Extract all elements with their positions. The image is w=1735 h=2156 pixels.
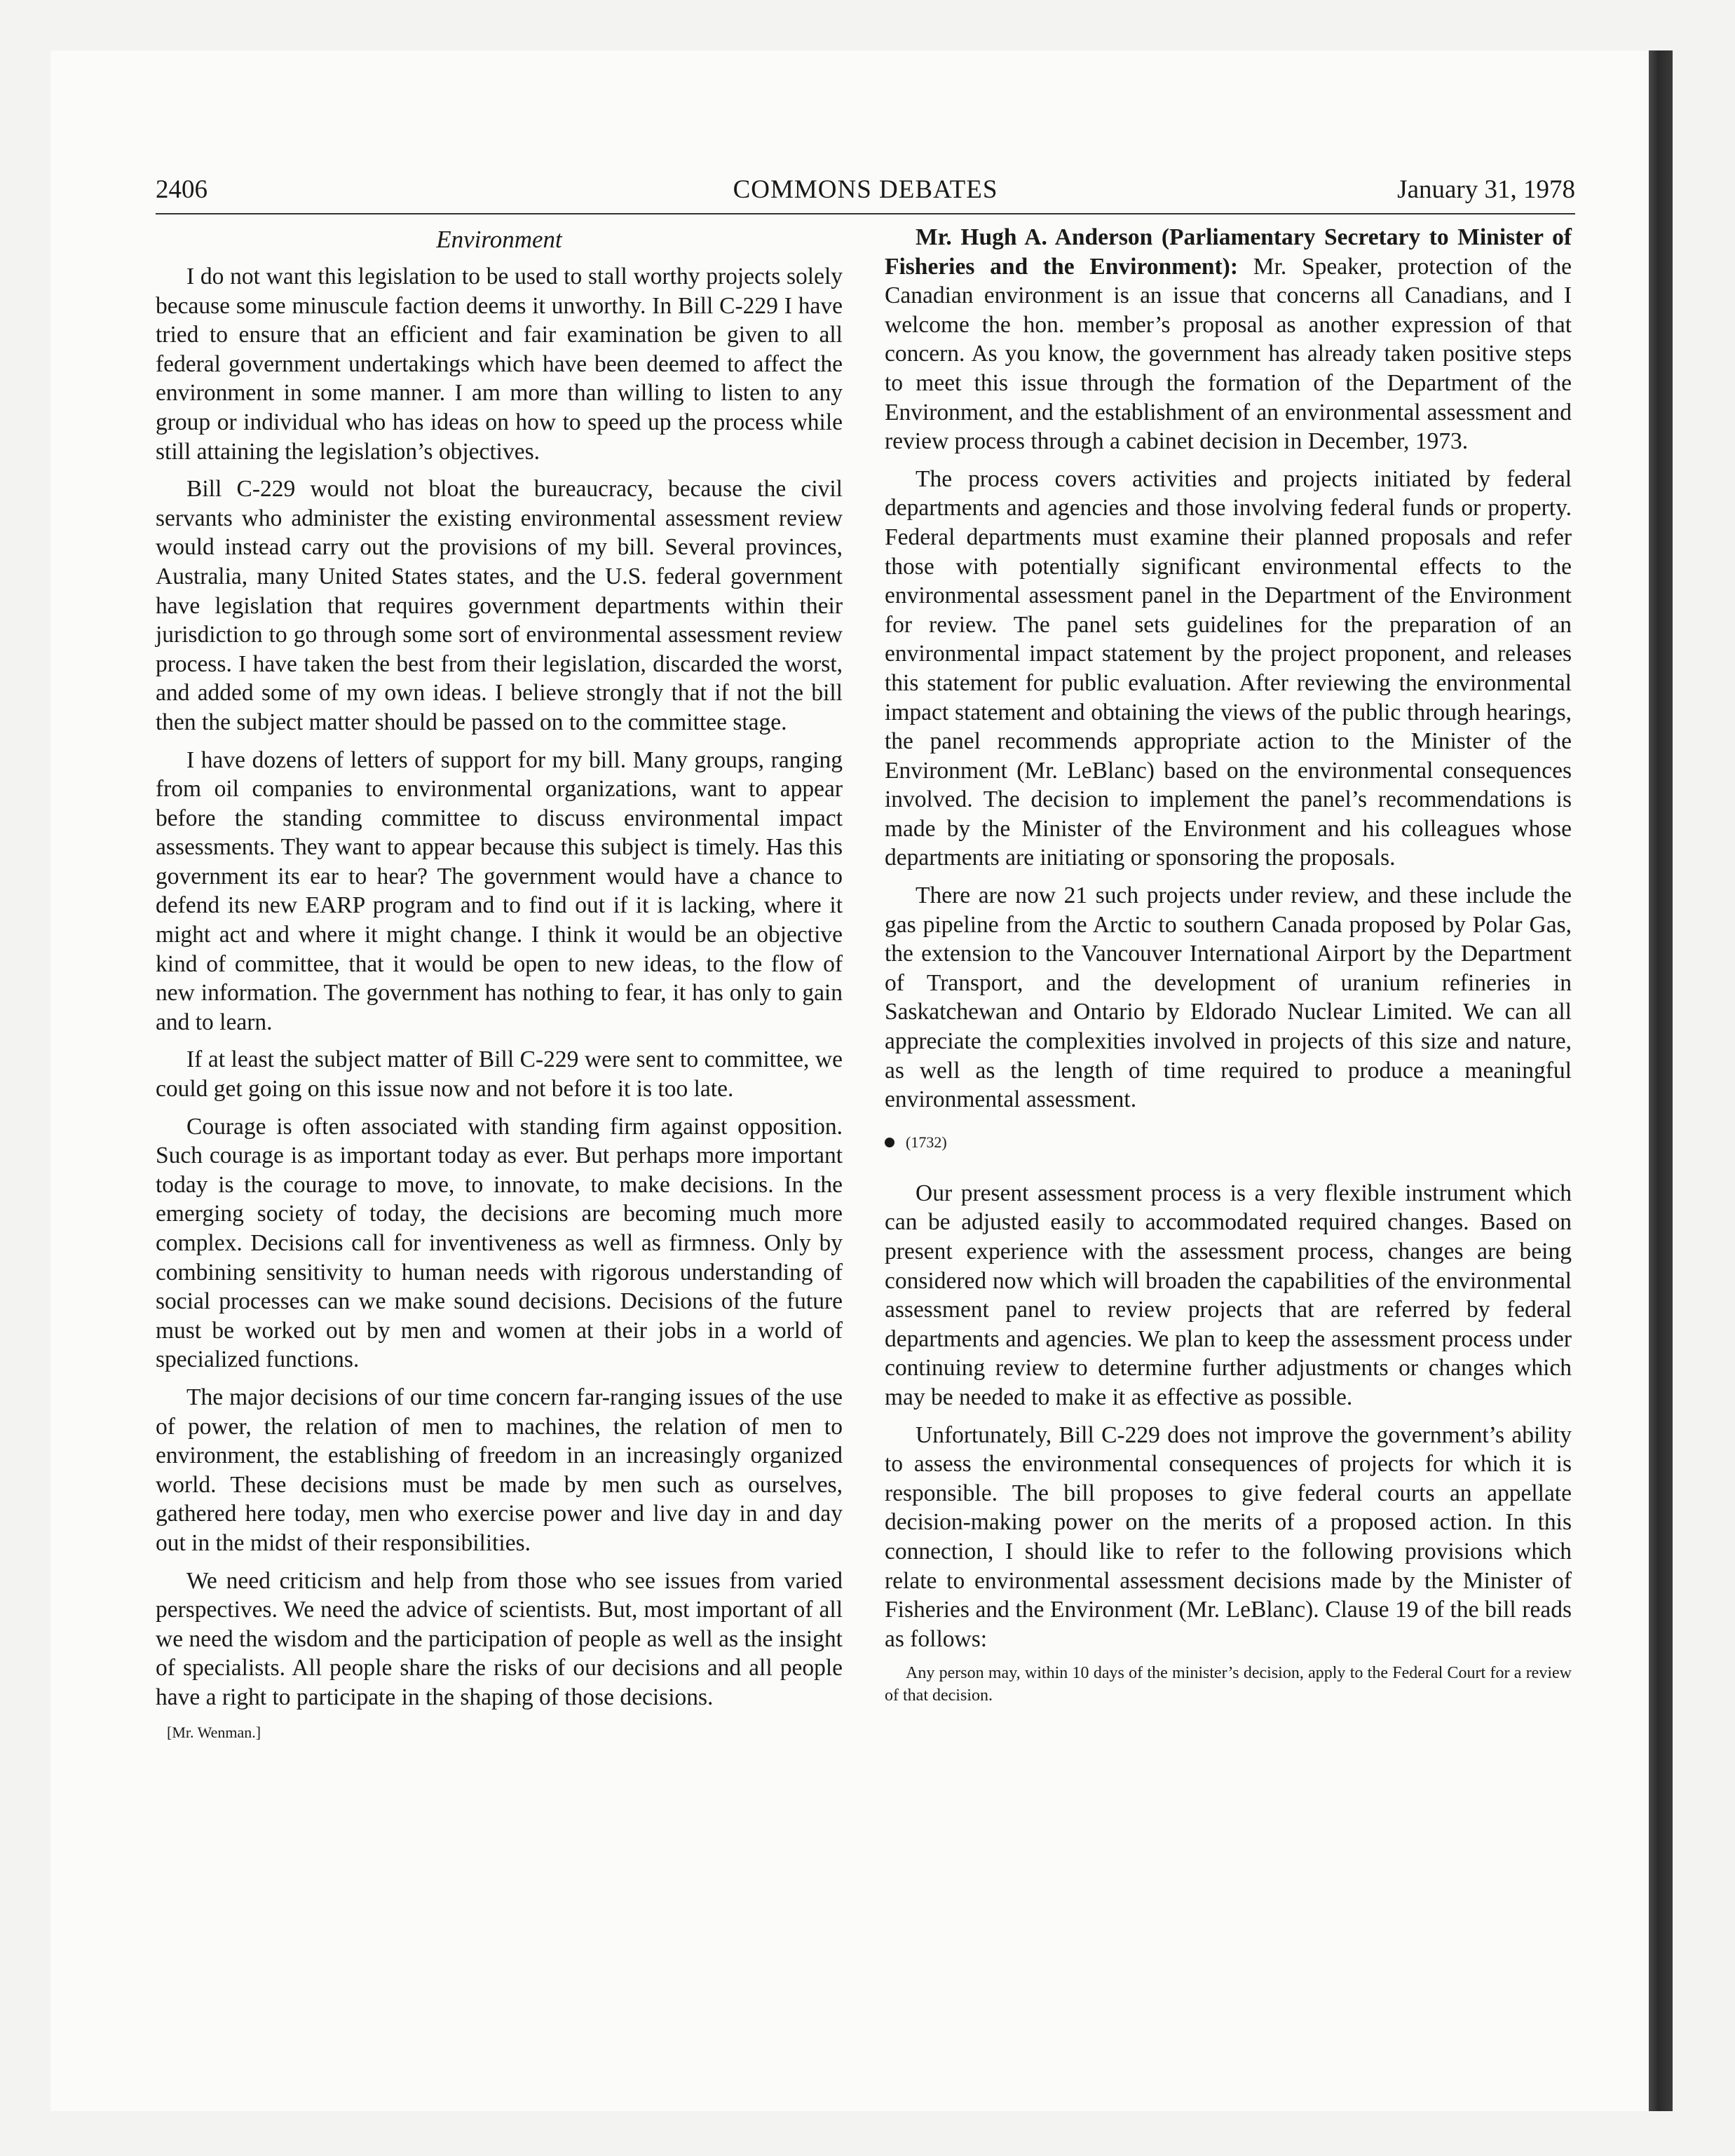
paragraph: I have dozens of letters of support for my bill. Many groups, ranging from oil companies to environmental organizations, want to appear before the standing committee to discuss environmental impact assessments. They want to appear because this subject is timely. Has this government its ear to hear? The government would have a chance to defend its new EARP program and to find out if it is lacking, where it might act and where it might change. I think it would be an objective kind of committee, that it would be open to new ideas, to the flow of new information. The government has nothing to fear, it has only to gain and to learn. xyxy=(156,746,843,1035)
speaker-text: Mr. Speaker, protection of the Canadian environment is an issue that concerns all Canadians, and I welcome the hon. member’s proposal as another expression of that concern. As you know, the government has already taken positive steps to meet this issue through the formation of the Department of the Environment, and the establishment of an environmental assessment and review process through a cabinet decision in December, 1973. xyxy=(885,253,1572,455)
publication-title: COMMONS DEBATES xyxy=(733,175,998,204)
paragraph: Bill C-229 would not bloat the bureaucracy, because the civil servants who administer the existing environmental assessment review would instead carry out the provisions of my bill. Several provinces, Australia, many United States states, and the U.S. federal government have legislation that requires government departments within their jurisdiction to go through some sort of environmental assessment review process. I have taken the best from their legislation, discarded the worst, and added some of my own ideas. I believe strongly that if not the bill then the subject matter should be passed on to the committee stage. xyxy=(156,476,843,735)
page-number: 2406 xyxy=(156,175,207,204)
paragraph: Courage is often associated with standing firm against opposition. Such courage is as important today as ever. But perhaps more important today is the courage to move, to innovate, to make decisions. In the emerging society of today, the decisions are becoming much more complex. Decisions call for inventiveness as well as firmness. Only by combining sensitivity to human needs with rigorous understanding of social processes can we make sound decisions. Decisions of the future must be worked out by men and women at their jobs in a world of specialized functions. xyxy=(156,1113,843,1373)
speaker-paragraph xyxy=(885,223,1572,456)
paragraph: There are now 21 such projects under review, and these include the gas pipeline from the Arctic to southern Canada proposed by Polar Gas, the extension to the Vancouver International Airport by the Department of Transport, and the development of uranium refineries in Saskatchewan and Ontario by Eldorado Nuclear Limited. We can all appreciate the complexities involved in projects of this size and nature, as well as the length of time required to produce a meaningful environmental assessment. xyxy=(885,882,1572,1113)
section-heading: Environment xyxy=(436,226,562,253)
paragraph: Our present assessment process is a very flexible instrument which can be adjusted easily to accommodated required changes. Based on present experience with the assessment process, changes are being considered now which will broaden the capabilities of the environmental assessment panel to review projects that are referred by federal departments and agencies. We plan to keep the assessment process under continuing review to determine further adjustments or changes which may be needed to make it as effective as possible. xyxy=(885,1180,1572,1410)
paragraph: The process covers activities and projects initiated by federal departments and agencies and those involving federal funds or property. Federal departments must examine their planned proposals and refer those with potentially significant environmental effects to the environmental assessment panel in the Department of the Environment for review. The panel sets guidelines for the preparation of an environmental impact statement by the project proponent, and releases this statement for public evaluation. After reviewing the environmental impact statement and obtaining the views of the public through hearings, the panel recommends appropriate action to the Minister of the Environment (Mr. LeBlanc) based on the environmental consequences involved. The decision to implement the panel’s recommendations is made by the Minister of the Environment and his colleagues whose departments are initiating or sponsoring the proposals. xyxy=(885,465,1572,871)
scan-edge-shadow xyxy=(1649,50,1673,2111)
speaker-name: Mr. Hugh A. Anderson (Parliamentary Secretary to Minister of Fisheries and the Environment): xyxy=(885,224,1572,280)
paragraph: I do not want this legislation to be used to stall worthy projects solely because some minuscule faction deems it unworthy. In Bill C-229 I have tried to ensure that an efficient and fair examination be given to all federal government undertakings which have been deemed to affect the environment in some manner. I am more than willing to listen to any group or individual who has ideas on how to speed up the process while still attaining the legislation’s objectives. xyxy=(156,264,843,465)
block-quote: Any person may, within 10 days of the minister’s decision, apply to the Federal Court for a review of that decision. xyxy=(885,1664,1572,1705)
paragraph: Unfortunately, Bill C-229 does not improve the government’s ability to assess the environmental consequences of projects for which it is responsible. The bill proposes to give federal courts an appellate decision-making power on the merits of a proposed action. In this connection, I should like to refer to the following provisions which relate to environmental assessment decisions made by the Minister of Fisheries and the Environment (Mr. LeBlanc). Clause 19 of the bill reads as follows: xyxy=(885,1421,1572,1652)
paragraph: We need criticism and help from those who see issues from varied perspectives. We need the advice of scientists. But, most important of all we need the wisdom and the participation of people as well as the insight of specialists. All people share the risks of our decisions and all people have a right to participate in the shaping of those decisions. xyxy=(156,1567,843,1710)
speaker-attribution: [Mr. Wenman.] xyxy=(167,1723,261,1741)
page-header xyxy=(156,172,1575,214)
bullet-icon xyxy=(885,1138,894,1147)
paragraph: The major decisions of our time concern far-ranging issues of the use of power, the relation of men to machines, the relation of men to environment, the establishing of freedom in an increasingly organized world. These decisions must be made by men such as ourselves, gathered here today, men who exercise power and live day in and day out in the midst of their responsibilities. xyxy=(156,1384,843,1556)
time-marker-label: (1732) xyxy=(906,1133,947,1151)
time-marker xyxy=(885,1128,1572,1157)
publication-date: January 31, 1978 xyxy=(1397,175,1575,204)
left-column xyxy=(156,223,843,1743)
paragraph: If at least the subject matter of Bill C-229 were sent to committee, we could get going on this issue now and not before it is too late. xyxy=(156,1046,843,1103)
right-column xyxy=(885,223,1572,1707)
